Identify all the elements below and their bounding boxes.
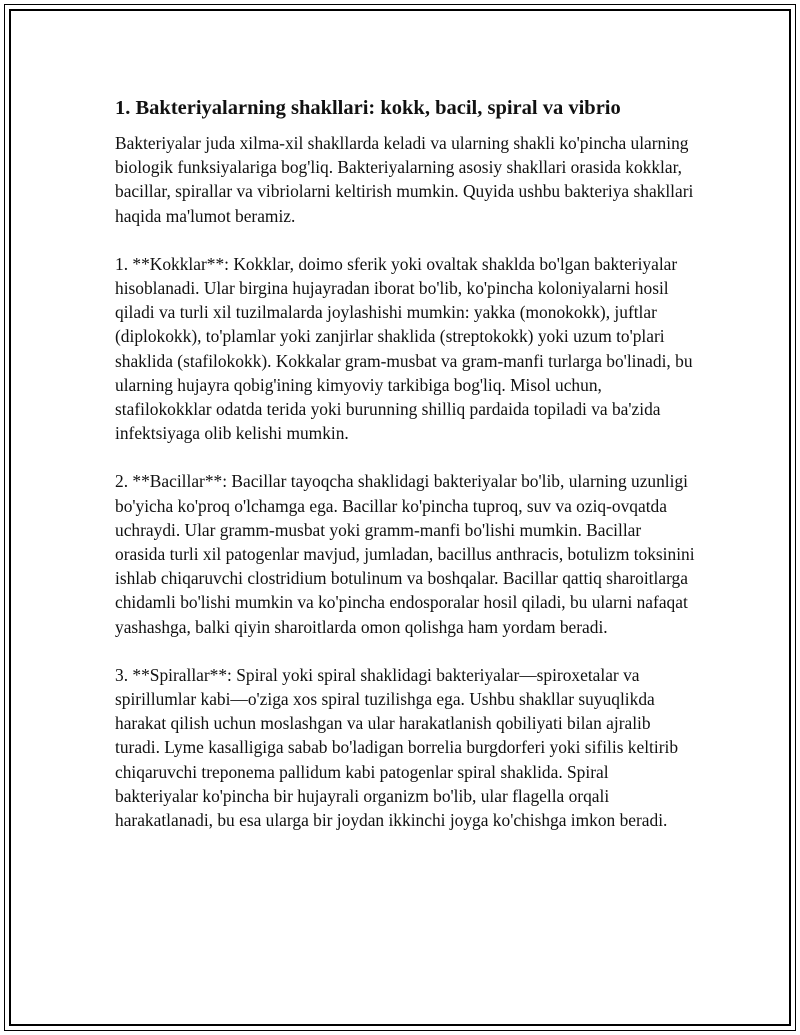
document-title: 1. Bakteriyalarning shakllari: kokk, bacil, spiral va vibrio (115, 97, 621, 119)
spirallar-paragraph: 3. **Spirallar**: Spiral yoki spiral shaklidagi bakteriyalar—spiroxetalar va spirillumlar kabi—o'ziga xos spiral tuzilishga ega. Ushbu shakllar suyuqlikda harakat qilish uchun moslashgan va ular harakatlanish qobiliyati bilan ajralib turadi. Lyme kasalligiga sabab bo'ladigan borrelia burgdorferi yoki sifilis keltirib chiqaruvchi treponema pallidum kabi patogenlar spiral shaklida. Spiral bakteriyalar ko'pincha bir hujayrali organizm bo'lib, ular flagella orqali harakatlanadi, bu esa ularga bir joydan ikkinchi joyga ko'chishga imkon beradi. (115, 664, 679, 831)
bacillar-paragraph: 2. **Bacillar**: Bacillar tayoqcha shaklidagi bakteriyalar bo'lib, ularning uzunligi bo'yicha ko'proq o'lchamga ega. Bacillar ko'pincha tuproq, suv va oziq-ovqatda uchraydi. Ular gramm-musbat yoki gramm-manfi bo'lishi mumkin. Bacillar orasida turli xil patogenlar mavjud, jumladan, bacillus anthracis, botulizm toksinini ishlab chiqaruvchi clostridium botulinum va boshqalar. Bacillar qattiq sharoitlarga chidamli bo'lishi mumkin va ko'pincha endosporalar hosil qiladi, bu ularni nafaqat yashashga, balki qiyin sharoitlarda omon qolishga ham yordam beradi. (115, 471, 695, 637)
intro-paragraph: Bakteriyalar juda xilma-xil shakllarda keladi va ularning shakli ko'pincha ularning biologik funksiyalariga bog'liq. Bakteriyalarning asosiy shakllari orasida kokklar, bacillar, spirallar va vibriolarni keltirish mumkin. Quyida ushbu bakteriya shakllari haqida ma'lumot beramiz. (115, 133, 694, 226)
document-content (115, 95, 695, 856)
kokklar-paragraph: 1. **Kokklar**: Kokklar, doimo sferik yoki ovaltak shaklda bo'lgan bakteriyalar hisoblanadi. Ular birgina hujayradan iborat bo'lib, ko'pincha koloniyalarni hosil qiladi va turli xil tuzilmalarda joylashishi mumkin: yakka (monokokk), juftlar (diplokokk), to'plamlar yoki zanjirlar shaklida (streptokokk) yoki uzum to'plari shaklida (stafilokokk). Kokkalar gram-musbat va gram-manfi turlarga bo'linadi, bu ularning hujayra qobig'ining kimyoviy tarkibiga bog'liq. Misol uchun, stafilokokklar odatda terida yoki burunning shilliq pardaida topiladi va ba'zida infektsiyaga olib kelishi mumkin. (115, 253, 693, 444)
page-frame (4, 4, 796, 1031)
